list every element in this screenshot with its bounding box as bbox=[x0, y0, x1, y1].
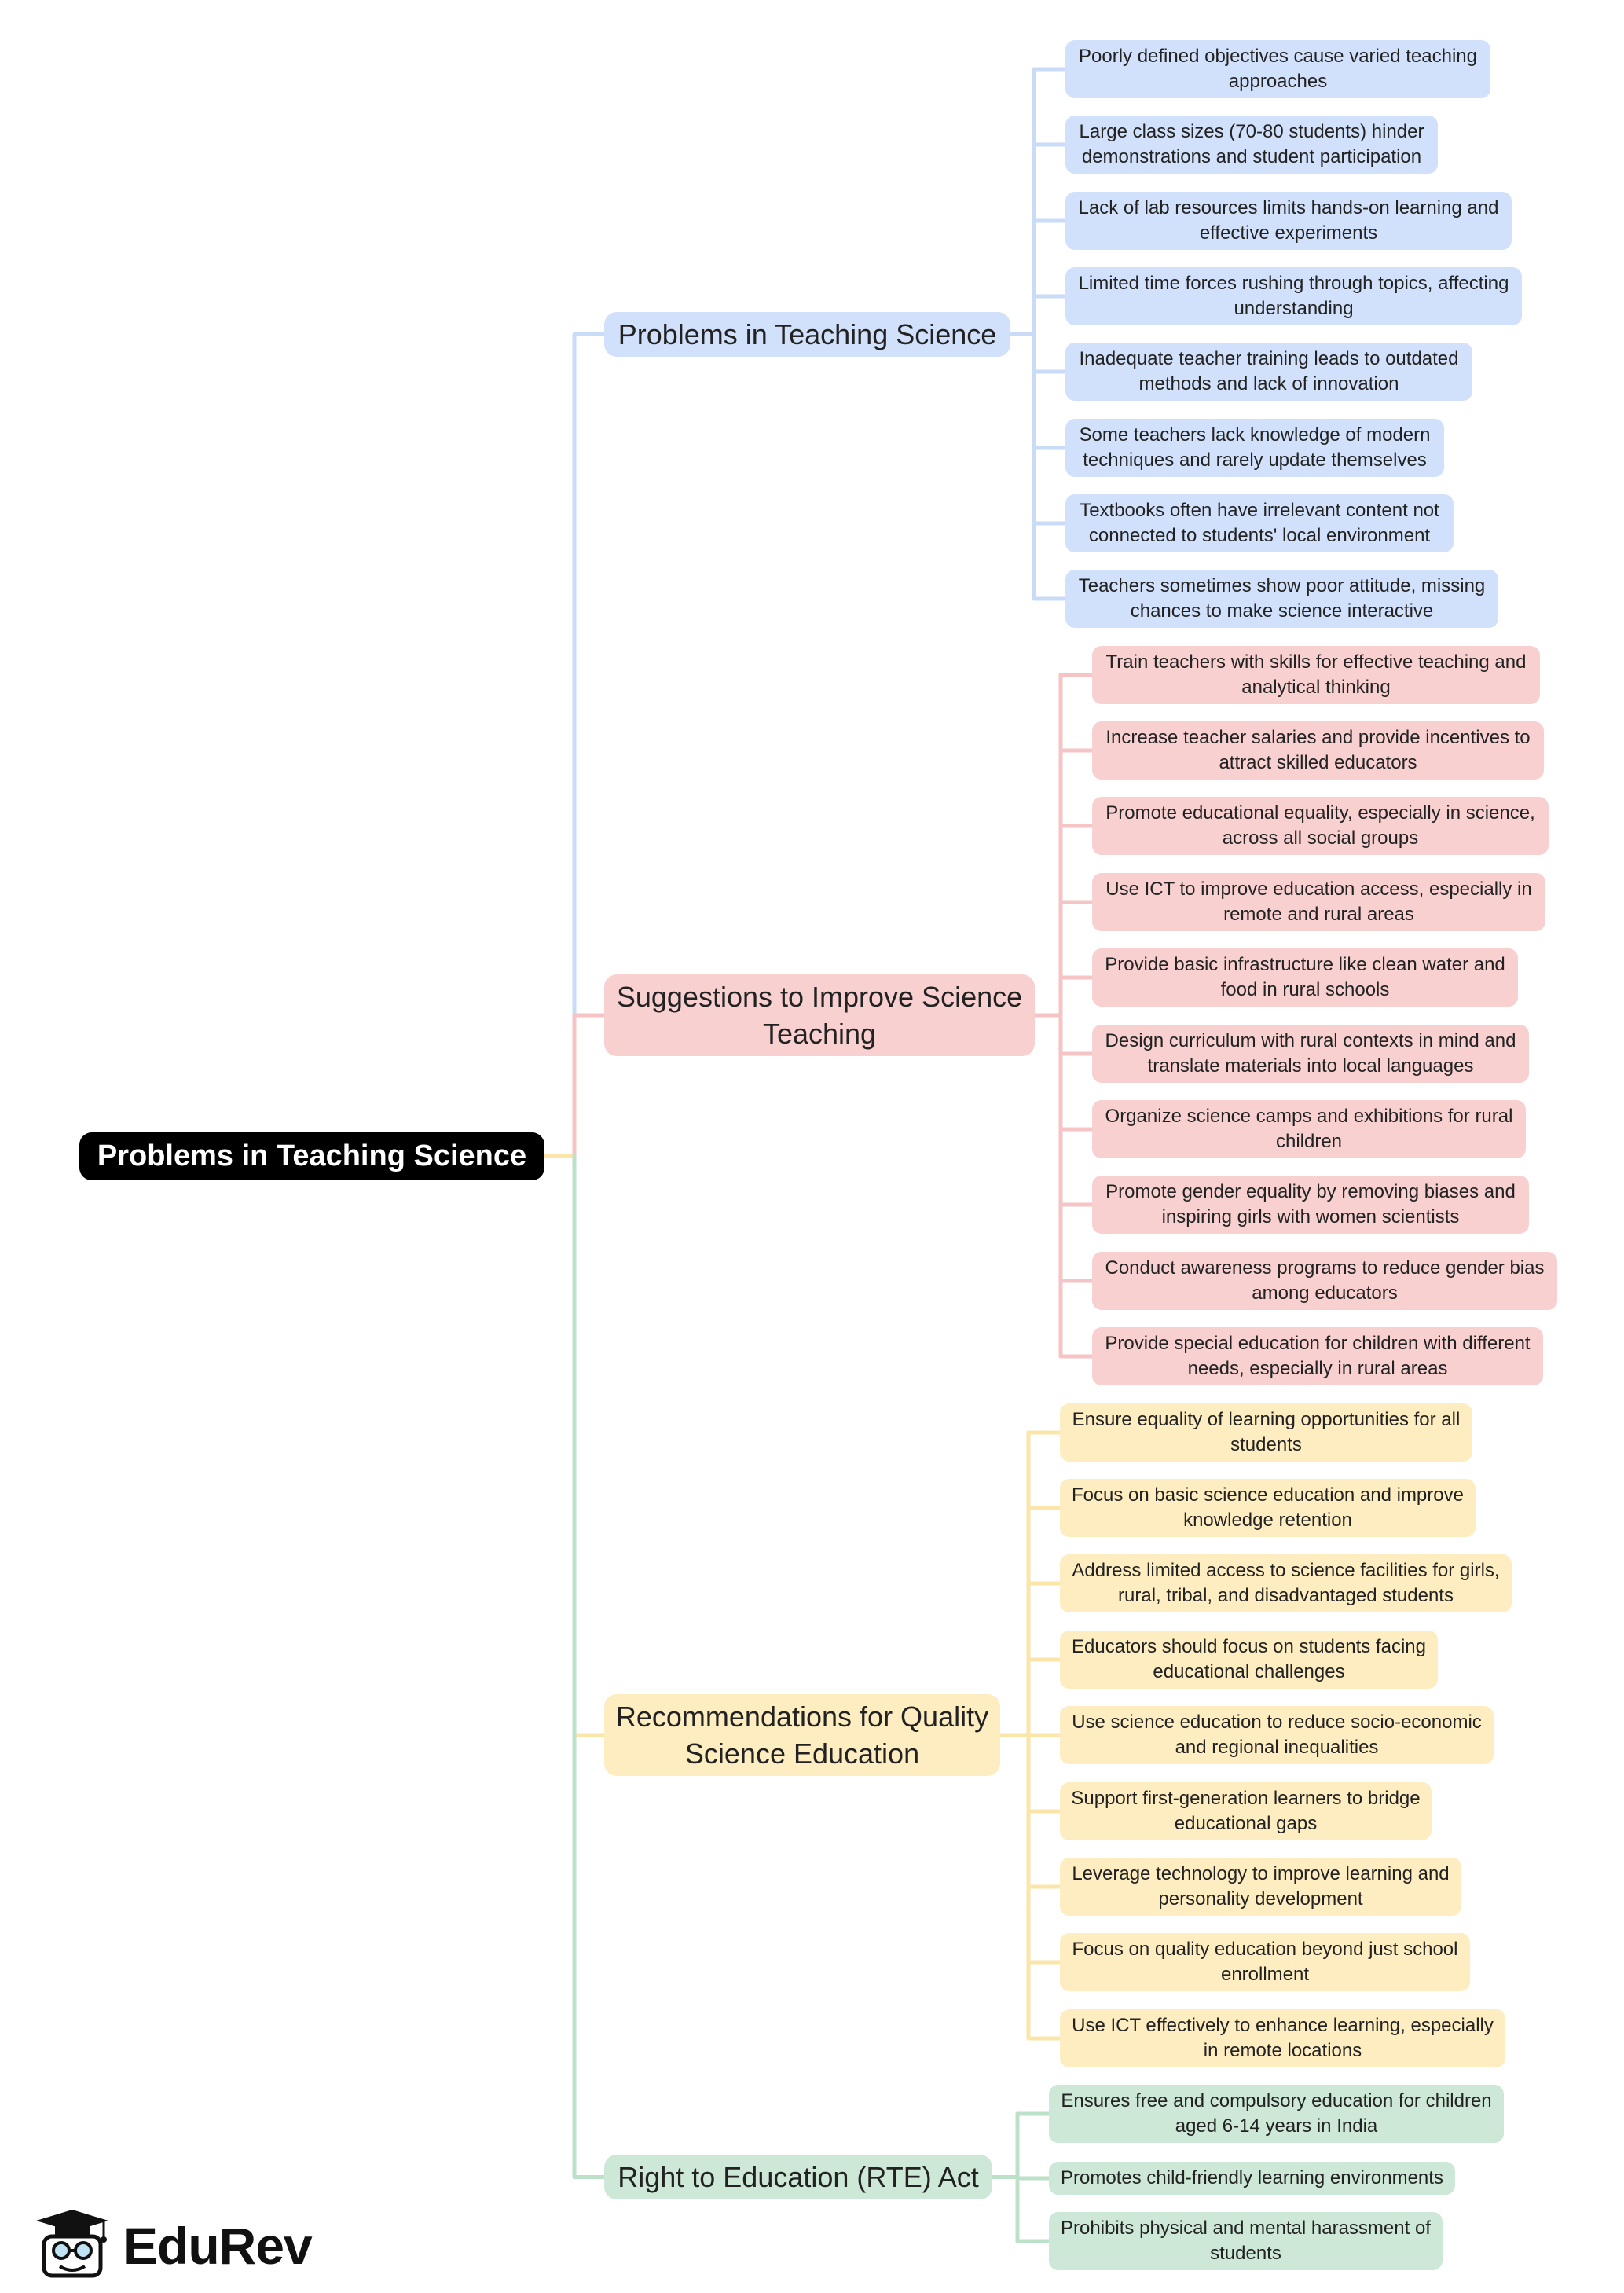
leaf-problems-7[interactable]: Textbooks often have irrelevant content not connected to students' local environment bbox=[1065, 494, 1454, 552]
leaf-problems-1[interactable]: Poorly defined objectives cause varied teaching approaches bbox=[1065, 40, 1490, 98]
leaf-recommendations-3[interactable]: Address limited access to science facilities for girls, rural, tribal, and disadvantaged students bbox=[1060, 1554, 1512, 1612]
leaf-suggestions-10[interactable]: Provide special education for children with different needs, especially in rural areas bbox=[1092, 1327, 1543, 1385]
leaf-rte-2[interactable]: Promotes child-friendly learning environments bbox=[1049, 2162, 1455, 2195]
leaf-problems-6[interactable]: Some teachers lack knowledge of modern techniques and rarely update themselves bbox=[1065, 419, 1444, 477]
leaf-recommendations-8[interactable]: Focus on quality education beyond just school enrollment bbox=[1060, 1933, 1470, 1991]
leaf-rte-3[interactable]: Prohibits physical and mental harassment of students bbox=[1049, 2212, 1443, 2270]
leaf-recommendations-9[interactable]: Use ICT effectively to enhance learning, especially in remote locations bbox=[1060, 2009, 1505, 2067]
branch-suggestions[interactable]: Suggestions to Improve Science Teaching bbox=[604, 974, 1035, 1056]
branch-rte[interactable]: Right to Education (RTE) Act bbox=[604, 2155, 992, 2199]
leaf-suggestions-5[interactable]: Provide basic infrastructure like clean water and food in rural schools bbox=[1092, 948, 1518, 1007]
leaf-recommendations-2[interactable]: Focus on basic science education and improve knowledge retention bbox=[1060, 1479, 1476, 1537]
leaf-suggestions-9[interactable]: Conduct awareness programs to reduce gender bias among educators bbox=[1092, 1252, 1557, 1310]
leaf-rte-1[interactable]: Ensures free and compulsory education for children aged 6-14 years in India bbox=[1049, 2085, 1504, 2143]
leaf-problems-5[interactable]: Inadequate teacher training leads to outdated methods and lack of innovation bbox=[1065, 343, 1472, 401]
leaf-recommendations-7[interactable]: Leverage technology to improve learning and personality development bbox=[1060, 1858, 1461, 1916]
branch-recommendations[interactable]: Recommendations for Quality Science Education bbox=[604, 1694, 1000, 1776]
leaf-suggestions-6[interactable]: Design curriculum with rural contexts in mind and translate materials into local languages bbox=[1092, 1025, 1529, 1083]
leaf-problems-8[interactable]: Teachers sometimes show poor attitude, missing chances to make science interactive bbox=[1065, 570, 1498, 628]
graduation-cap-icon bbox=[36, 2210, 108, 2276]
leaf-suggestions-4[interactable]: Use ICT to improve education access, especially in remote and rural areas bbox=[1092, 873, 1545, 931]
branch-problems[interactable]: Problems in Teaching Science bbox=[604, 312, 1010, 357]
leaf-suggestions-7[interactable]: Organize science camps and exhibitions for rural children bbox=[1092, 1100, 1526, 1158]
leaf-recommendations-4[interactable]: Educators should focus on students facing educational challenges bbox=[1060, 1631, 1438, 1689]
leaf-problems-3[interactable]: Lack of lab resources limits hands-on learning and effective experiments bbox=[1065, 192, 1512, 250]
leaf-problems-4[interactable]: Limited time forces rushing through topics, affecting understanding bbox=[1065, 267, 1522, 325]
leaf-recommendations-6[interactable]: Support first-generation learners to bridge educational gaps bbox=[1060, 1782, 1432, 1840]
leaf-suggestions-1[interactable]: Train teachers with skills for effective teaching and analytical thinking bbox=[1092, 646, 1540, 704]
leaf-suggestions-2[interactable]: Increase teacher salaries and provide incentives to attract skilled educators bbox=[1092, 721, 1544, 780]
leaf-suggestions-3[interactable]: Promote educational equality, especially in science, across all social groups bbox=[1092, 797, 1549, 855]
root-node[interactable]: Problems in Teaching Science bbox=[79, 1132, 544, 1180]
leaf-problems-2[interactable]: Large class sizes (70-80 students) hinder demonstrations and student participation bbox=[1065, 116, 1438, 174]
leaf-recommendations-1[interactable]: Ensure equality of learning opportunities for all students bbox=[1060, 1403, 1472, 1462]
leaf-suggestions-8[interactable]: Promote gender equality by removing biases and inspiring girls with women scientists bbox=[1092, 1176, 1529, 1234]
leaf-recommendations-5[interactable]: Use science education to reduce socio-economic and regional inequalities bbox=[1060, 1706, 1494, 1764]
edurev-wordmark: EduRev bbox=[123, 2217, 312, 2275]
